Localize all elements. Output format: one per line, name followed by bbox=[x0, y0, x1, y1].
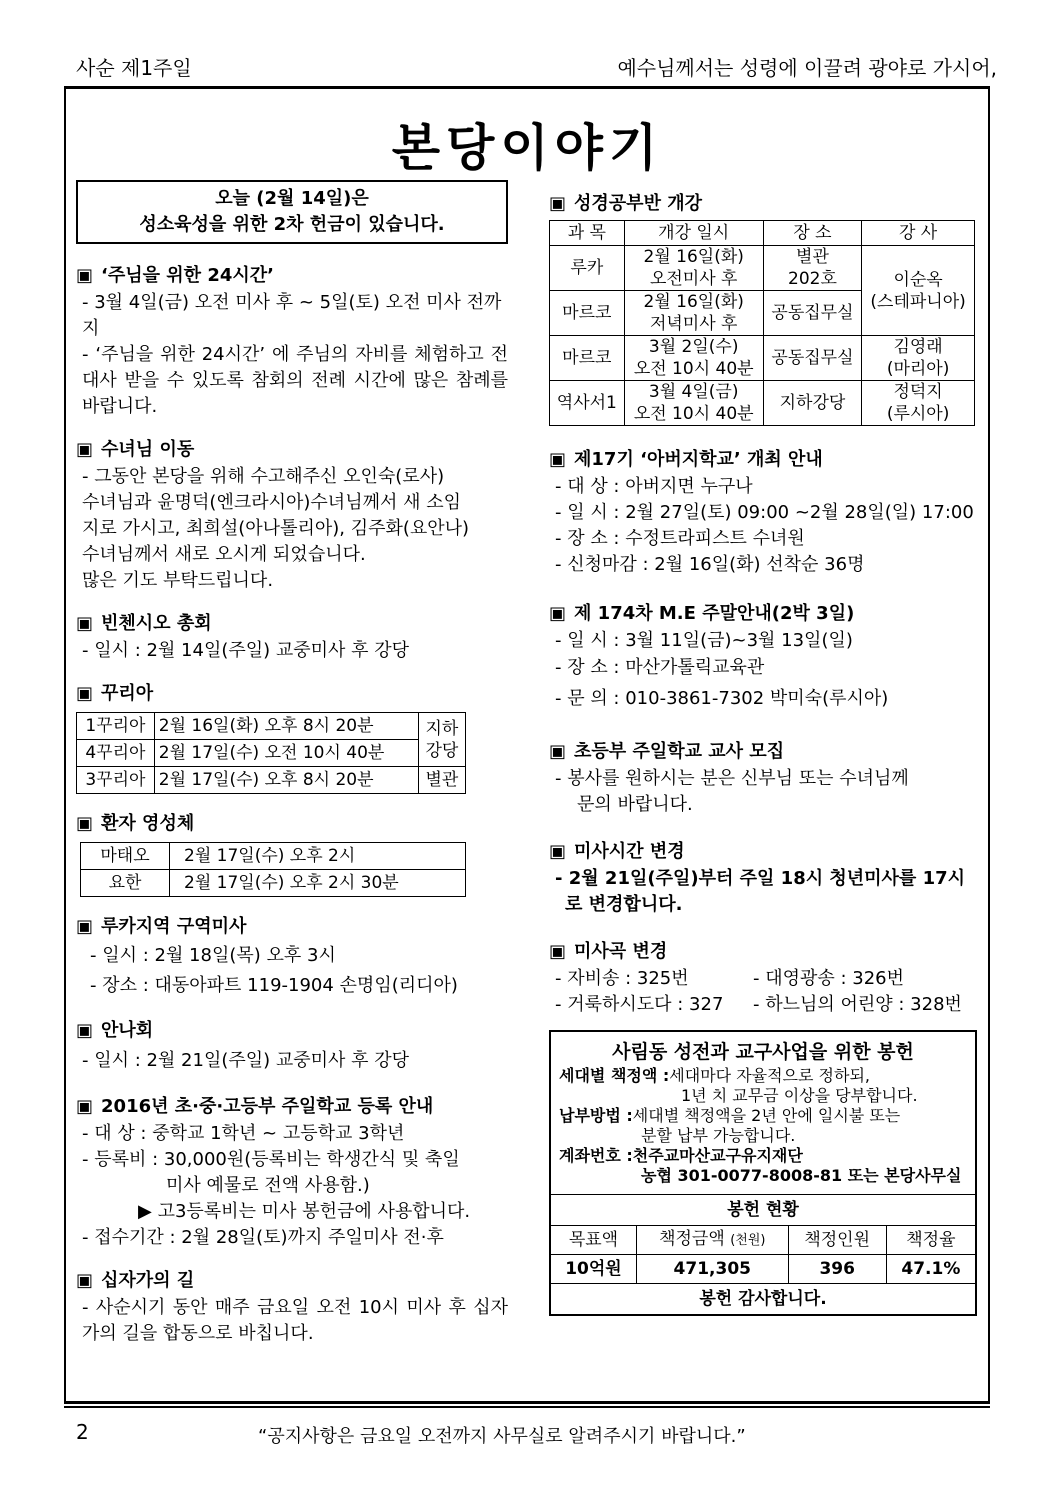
text-line: - 2월 21일(주일)부터 주일 18시 청년미사를 17시 bbox=[555, 868, 966, 889]
text-line: 미사 예물로 전액 사용함.) bbox=[166, 1175, 370, 1196]
table-row bbox=[550, 246, 975, 291]
text-line: - 등록비 : 30,000원(등록비는 학생간식 및 축일 bbox=[82, 1149, 460, 1170]
section-sick-communion bbox=[76, 810, 508, 897]
section-title: 성경공부반 개강 bbox=[574, 193, 702, 214]
section-luca bbox=[76, 913, 508, 1001]
text-line: 로 변경합니다. bbox=[565, 894, 683, 915]
text-line: - 일 시 : 3월 11일(금)~3월 13일(일) bbox=[555, 630, 853, 651]
table-cell: 2월 17일(수) 오전 10시 40분 bbox=[154, 740, 418, 767]
square-bullet-icon: ▣ bbox=[76, 813, 94, 834]
section-title: 환자 영성체 bbox=[101, 813, 195, 834]
table-cell: 마태오 bbox=[81, 843, 170, 870]
offering-box bbox=[549, 1030, 977, 1316]
table-header-row bbox=[551, 1226, 975, 1255]
section-title: 꾸리아 bbox=[101, 683, 154, 704]
section-title: 제 174차 M.E 주말안내(2박 3일) bbox=[574, 603, 855, 624]
section-title: 루카지역 구역미사 bbox=[101, 916, 247, 937]
sick-table bbox=[80, 842, 466, 897]
left-column bbox=[76, 180, 508, 1363]
table-cell: 2월 16일(화) 저녁미사 후 bbox=[624, 291, 763, 336]
square-bullet-icon: ▣ bbox=[76, 613, 94, 634]
section-cross bbox=[76, 1267, 508, 1347]
square-bullet-icon: ▣ bbox=[76, 1270, 94, 1291]
right-column bbox=[549, 190, 977, 1316]
table-header: 책정율 bbox=[886, 1226, 975, 1255]
table-row bbox=[81, 843, 466, 870]
page-number: 2 bbox=[76, 1420, 89, 1444]
section-title: 미사곡 변경 bbox=[574, 941, 668, 962]
offering-line bbox=[551, 1166, 975, 1186]
section-anna bbox=[76, 1017, 508, 1077]
section-24hours bbox=[76, 262, 508, 420]
table-cell: 3월 4일(금) 오전 10시 40분 bbox=[624, 381, 763, 426]
section-title: 안나회 bbox=[101, 1020, 154, 1041]
square-bullet-icon: ▣ bbox=[549, 193, 567, 214]
square-bullet-icon: ▣ bbox=[549, 841, 567, 862]
table-header-row bbox=[550, 221, 975, 246]
table-cell: 지하 강당 bbox=[418, 713, 465, 767]
offering-label: 납부방법 : bbox=[559, 1106, 633, 1125]
table-cell: 이순옥 (스테파니아) bbox=[862, 246, 975, 336]
text-line: - 대 상 : 아버지면 누구나 bbox=[555, 476, 753, 497]
square-bullet-icon: ▣ bbox=[76, 916, 94, 937]
table-row bbox=[77, 713, 466, 740]
text-line: 문의 바랍니다. bbox=[577, 794, 693, 815]
songs-row-1 bbox=[549, 966, 977, 992]
section-school bbox=[76, 1093, 508, 1251]
table-row bbox=[550, 381, 975, 426]
table-cell: 3꾸리아 bbox=[77, 767, 155, 794]
table-cell: 김영래 (마리아) bbox=[862, 336, 975, 381]
table-header: 책정인원 bbox=[788, 1226, 886, 1255]
offering-line bbox=[551, 1146, 975, 1166]
table-cell: 마르코 bbox=[550, 291, 625, 336]
offering-text: 농협 301-0077-8008-81 또는 본당사무실 bbox=[641, 1166, 962, 1185]
table-header: 책정금액 (천원) bbox=[636, 1226, 788, 1255]
section-title: 수녀님 이동 bbox=[101, 439, 195, 460]
table-cell: 공동집무실 bbox=[763, 336, 861, 381]
section-me bbox=[549, 600, 977, 716]
offering-line bbox=[551, 1126, 975, 1146]
text-line: 많은 기도 부탁드립니다. bbox=[82, 570, 274, 591]
offering-table bbox=[551, 1225, 975, 1283]
table-cell: 2월 16일(화) 오전미사 후 bbox=[624, 246, 763, 291]
text-line: - 하느님의 어린양 : 328번 bbox=[753, 994, 962, 1015]
page-title: 본당이야기 bbox=[391, 119, 664, 177]
text-line: - 봉사를 원하시는 분은 신부님 또는 수녀님께 bbox=[555, 768, 909, 789]
text-line: - 대영광송 : 326번 bbox=[753, 968, 905, 989]
table-cell: 정덕지 (루시아) bbox=[862, 381, 975, 426]
notice-line-2: 성소육성을 위한 2차 헌금이 있습니다. bbox=[139, 214, 445, 235]
header-left: 사순 제1주일 bbox=[76, 56, 192, 80]
square-bullet-icon: ▣ bbox=[76, 1020, 94, 1041]
offering-label: 세대별 책정액 : bbox=[559, 1066, 670, 1085]
table-cell: 2월 16일(화) 오후 8시 20분 bbox=[154, 713, 418, 740]
section-mass-songs bbox=[549, 938, 977, 1018]
text-line: - 일시 : 2월 14일(주일) 교중미사 후 강당 bbox=[82, 640, 410, 661]
notice-box bbox=[76, 180, 508, 244]
table-cell: 1꾸리아 bbox=[77, 713, 155, 740]
table-cell: 47.1% bbox=[886, 1255, 975, 1284]
section-title: 십자가의 길 bbox=[101, 1270, 195, 1291]
songs-row-2 bbox=[549, 992, 977, 1018]
text-line: - 장소 : 대동아파트 119-1904 손명임(리디아) bbox=[90, 975, 458, 996]
table-row bbox=[81, 870, 466, 897]
section-teacher-recruit bbox=[549, 738, 977, 818]
kkuria-table bbox=[76, 712, 466, 794]
offering-text: 천주교마산교구유지재단 bbox=[632, 1146, 803, 1165]
table-cell: 별관 bbox=[418, 767, 465, 794]
square-bullet-icon: ▣ bbox=[549, 603, 567, 624]
table-cell: 마르코 bbox=[550, 336, 625, 381]
frame-rule bbox=[64, 1406, 990, 1408]
offering-line bbox=[551, 1066, 975, 1086]
offering-label: 계좌번호 : bbox=[559, 1146, 633, 1165]
text-line: - 일 시 : 2월 27일(토) 09:00 ~2월 28일(일) 17:00 bbox=[555, 502, 974, 523]
table-row bbox=[77, 767, 466, 794]
bible-table bbox=[549, 220, 975, 426]
offering-title: 사림동 성전과 교구사업을 위한 봉헌 bbox=[612, 1041, 914, 1063]
section-title: 2016년 초·중·고등부 주일학교 등록 안내 bbox=[101, 1096, 434, 1117]
section-title: 빈첸시오 총회 bbox=[101, 613, 212, 634]
offering-line bbox=[551, 1106, 975, 1126]
square-bullet-icon: ▣ bbox=[76, 1096, 94, 1117]
section-sisters bbox=[76, 436, 508, 594]
section-mass-time bbox=[549, 838, 977, 918]
table-cell: 3월 2일(수) 오전 10시 40분 bbox=[624, 336, 763, 381]
section-title: 미사시간 변경 bbox=[574, 841, 685, 862]
text-line: - ‘주님을 위한 24시간’ 에 주님의 자비를 체험하고 전대사 받을 수 있도록 참회의 전례 시간에 많은 참례를 바랍니다. bbox=[82, 344, 508, 417]
section-father-school bbox=[549, 446, 977, 578]
table-cell: 공동집무실 bbox=[763, 291, 861, 336]
table-row bbox=[550, 336, 975, 381]
text-line: - 장 소 : 수정트라피스트 수녀원 bbox=[555, 528, 805, 549]
text-line: - 장 소 : 마산가톨릭교육관 bbox=[555, 657, 765, 678]
text-line: - 신청마감 : 2월 16일(화) 선착순 36명 bbox=[555, 554, 865, 575]
table-header: 강 사 bbox=[862, 221, 975, 246]
section-bible-study bbox=[549, 190, 977, 426]
text-line: - 일시 : 2월 18일(목) 오후 3시 bbox=[90, 945, 336, 966]
offering-text: 1년 치 교무금 이상을 당부합니다. bbox=[681, 1086, 918, 1105]
text-line: - 문 의 : 010-3861-7302 박미숙(루시아) bbox=[555, 688, 889, 709]
table-cell: 지하강당 bbox=[763, 381, 861, 426]
text-line: 지로 가시고, 최희설(아나톨리아), 김주화(요안나) bbox=[82, 518, 470, 539]
text-line: - 일시 : 2월 21일(주일) 교중미사 후 강당 bbox=[82, 1050, 410, 1071]
table-header: 개강 일시 bbox=[624, 221, 763, 246]
table-cell: 루카 bbox=[550, 246, 625, 291]
table-cell: 10억원 bbox=[551, 1255, 636, 1284]
offering-status-title: 봉헌 현황 bbox=[551, 1194, 975, 1225]
table-cell: 역사서1 bbox=[550, 381, 625, 426]
table-row bbox=[551, 1255, 975, 1284]
table-header: 장 소 bbox=[763, 221, 861, 246]
offering-text: 세대마다 자율적으로 정하되, bbox=[669, 1066, 871, 1085]
notice-line-1: 오늘 (2월 14일)은 bbox=[215, 188, 369, 209]
square-bullet-icon: ▣ bbox=[549, 741, 567, 762]
section-vincent bbox=[76, 610, 508, 664]
table-header: 과 목 bbox=[550, 221, 625, 246]
text-line: - 그동안 본당을 위해 수고해주신 오인숙(로사) bbox=[82, 466, 445, 487]
table-header: 목표액 bbox=[551, 1226, 636, 1255]
section-title: 초등부 주일학교 교사 모집 bbox=[574, 741, 785, 762]
table-cell: 2월 17일(수) 오후 2시 30분 bbox=[170, 870, 466, 897]
table-cell: 2월 17일(수) 오후 8시 20분 bbox=[154, 767, 418, 794]
section-title: 제17기 ‘아버지학교’ 개최 안내 bbox=[574, 449, 823, 470]
text-line: 수녀님과 윤명덕(엔크라시아)수녀님께서 새 소임 bbox=[82, 492, 461, 513]
table-cell: 요한 bbox=[81, 870, 170, 897]
offering-text: 분할 납부 가능합니다. bbox=[641, 1126, 796, 1145]
square-bullet-icon: ▣ bbox=[76, 439, 94, 460]
table-row bbox=[77, 740, 466, 767]
square-bullet-icon: ▣ bbox=[76, 265, 94, 286]
offering-thanks: 봉헌 감사합니다. bbox=[551, 1283, 975, 1314]
offering-line bbox=[551, 1086, 975, 1106]
section-kkuria bbox=[76, 680, 508, 794]
text-line: - 3월 4일(금) 오전 미사 후 ~ 5일(토) 오전 미사 전까지 bbox=[82, 292, 502, 339]
text-line: ▶ 고3등록비는 미사 봉헌금에 사용합니다. bbox=[138, 1201, 471, 1222]
table-cell: 4꾸리아 bbox=[77, 740, 155, 767]
table-cell: 396 bbox=[788, 1255, 886, 1284]
text-line: - 접수기간 : 2월 28일(토)까지 주일미사 전·후 bbox=[82, 1227, 444, 1248]
text-line: - 대 상 : 중학교 1학년 ~ 고등학교 3학년 bbox=[82, 1123, 405, 1144]
text-line: 수녀님께서 새로 오시게 되었습니다. bbox=[82, 544, 366, 565]
square-bullet-icon: ▣ bbox=[549, 941, 567, 962]
text-line: - 사순시기 동안 매주 금요일 오전 10시 미사 후 십자가의 길을 합동으로 바칩니다. bbox=[82, 1297, 508, 1344]
offering-text: 세대별 책정액을 2년 안에 일시불 또는 bbox=[632, 1106, 901, 1125]
table-cell: 2월 17일(수) 오후 2시 bbox=[170, 843, 466, 870]
square-bullet-icon: ▣ bbox=[76, 683, 94, 704]
section-title: ‘주님을 위한 24시간’ bbox=[101, 265, 274, 286]
table-cell: 별관 202호 bbox=[763, 246, 861, 291]
table-cell: 471,305 bbox=[636, 1255, 788, 1284]
header-right: 예수님께서는 성령에 이끌려 광야로 가시어, bbox=[617, 56, 997, 80]
square-bullet-icon: ▣ bbox=[549, 449, 567, 470]
footer-notice: “공지사항은 금요일 오전까지 사무실로 알려주시기 바랍니다.” bbox=[258, 1426, 746, 1447]
text-line: - 자비송 : 325번 bbox=[555, 968, 689, 989]
text-line: - 거룩하시도다 : 327 bbox=[555, 994, 724, 1015]
